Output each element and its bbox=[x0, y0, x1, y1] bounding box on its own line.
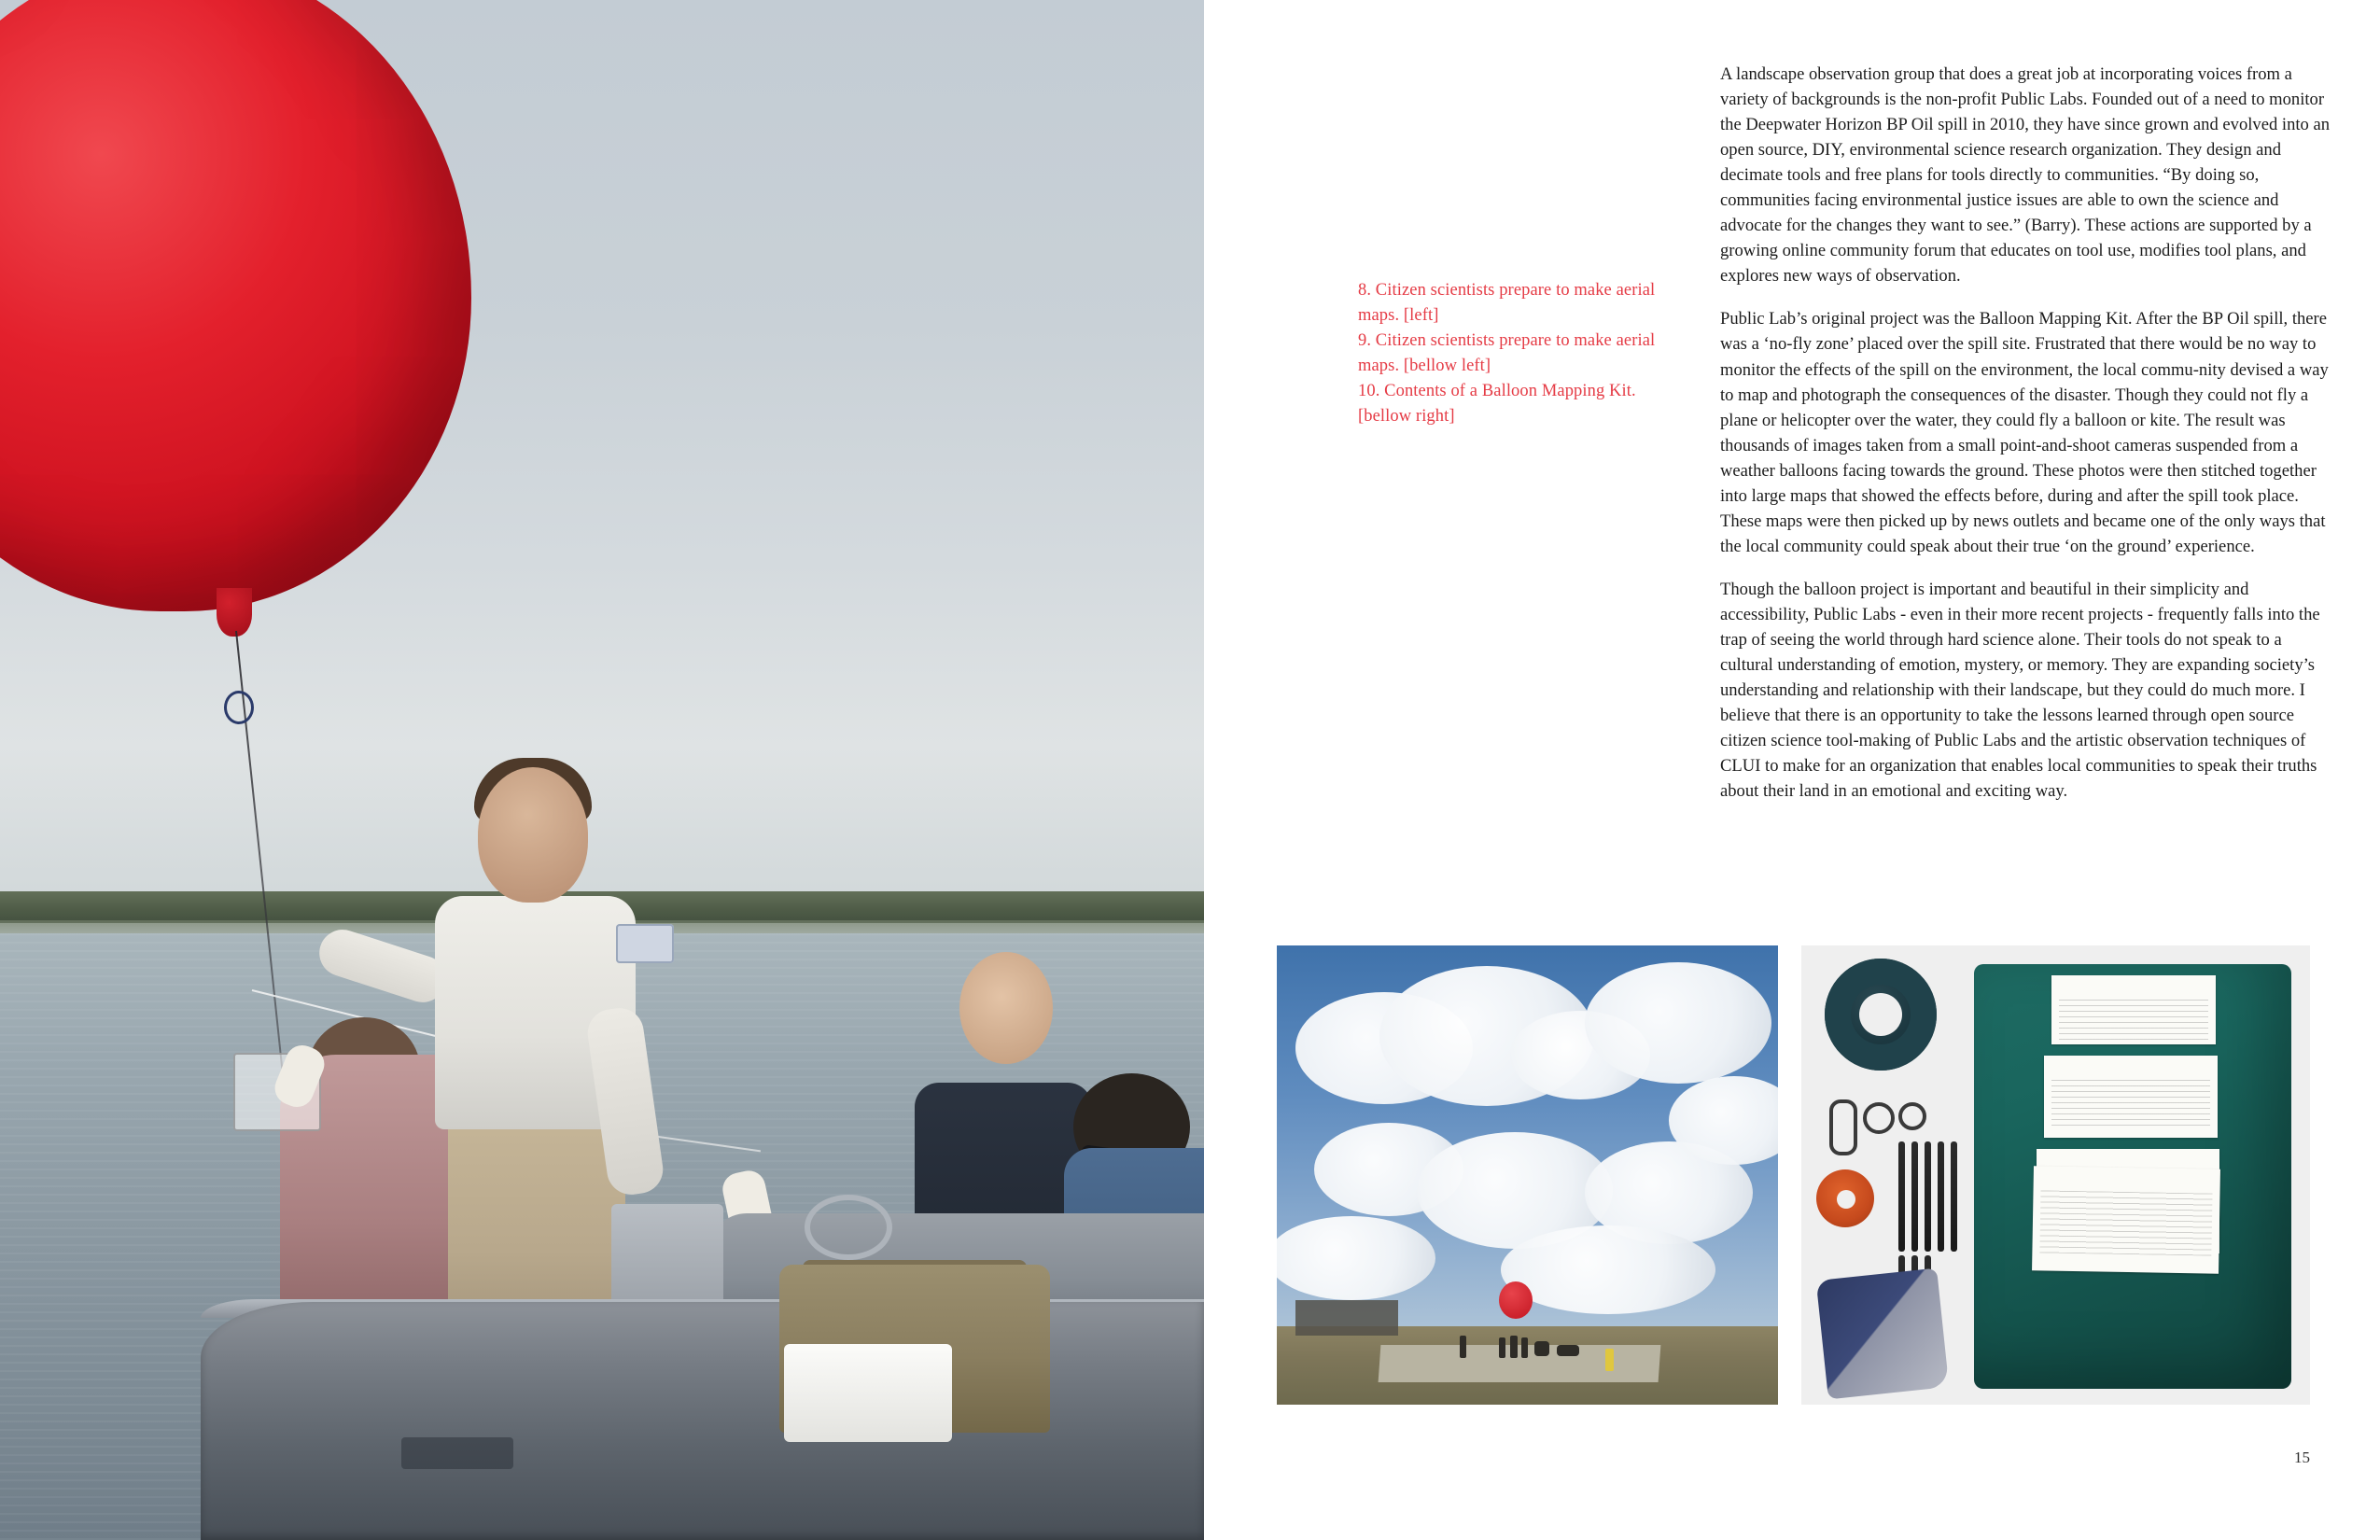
kit-work-gloves bbox=[1816, 1268, 1950, 1400]
body-paragraph-2: Public Lab’s original project was the Balloon Mapping Kit. After the BP Oil spill, there was a ‘no-fly zone’ placed over the spill site. Frustrated that there would be no way to monitor the effects of the spill on the environment, the local commu-nity devised a way to map and photograph the consequences of the disaster. Though they could not fly a plane or helicopter over the water, they could fly a balloon or kite. The result was thousands of images taken from a small point-and-shoot cameras suspended from a weather balloons facing towards the ground. These photos were then stitched together into large maps that showed the effects before, during and after the spill took place. These maps were then picked up by news outlets and became one of the only ways that the local community could speak about their true ‘on the ground’ experience. bbox=[1720, 309, 2329, 556]
body-text-column bbox=[1720, 62, 2331, 804]
kit-sheet-text-lines bbox=[2051, 1080, 2210, 1129]
boat-steering-wheel bbox=[805, 1195, 892, 1260]
kit-zip-tie bbox=[1898, 1141, 1905, 1252]
kit-string-reel-hole bbox=[1859, 993, 1902, 1036]
field-photo-equipment bbox=[1557, 1345, 1579, 1356]
balloon-neck bbox=[217, 588, 252, 637]
body-paragraph-1: A landscape observation group that does a great job at incorporating voices from a variety of backgrounds is the non-profit Public Labs. Founded out of a need to monitor the Deepwater Horizon BP Oil spill in 2010, they have since grown and evolved into an open source, DIY, environmental science research organization. They design and decimate tools and free plans for tools directly to communities. “By doing so, communities facing environmental justice issues are able to own the science and advocate for the changes they want to see.” (Barry). These actions are supported by a growing online community forum that educates on tool use, modifies tool plans, and explores new ways of observation. bbox=[1720, 64, 2331, 287]
standing-man-head bbox=[478, 767, 588, 903]
kit-zip-tie bbox=[1951, 1141, 1957, 1252]
kit-ring-small bbox=[1898, 1102, 1926, 1130]
caption-10: 10. Contents of a Balloon Mapping Kit. [bellow right] bbox=[1358, 382, 1636, 426]
field-photo-structure bbox=[1295, 1300, 1398, 1336]
field-photo-red-balloon bbox=[1499, 1281, 1533, 1319]
cloud bbox=[1501, 1225, 1715, 1314]
kit-rubber-band-coil-hole bbox=[1837, 1190, 1855, 1209]
aluminum-boat-hull bbox=[201, 1302, 1204, 1540]
balloon-mapping-kit-contents-photo bbox=[1801, 945, 2310, 1405]
kit-zip-tie bbox=[1938, 1141, 1944, 1252]
kit-zip-tie bbox=[1925, 1141, 1931, 1252]
field-photo-hydrant bbox=[1605, 1349, 1614, 1371]
kit-carabiner bbox=[1829, 1099, 1857, 1155]
white-equipment-case bbox=[784, 1344, 952, 1442]
shirt-logo-patch bbox=[616, 924, 674, 963]
kit-instruction-sheet bbox=[2044, 1056, 2218, 1138]
page-number: 15 bbox=[2294, 1449, 2310, 1466]
field-photo-person bbox=[1460, 1336, 1466, 1358]
field-photo-concrete-pad bbox=[1379, 1345, 1661, 1382]
balloon-carabiner-clip bbox=[224, 691, 254, 724]
field-photo-person bbox=[1521, 1337, 1528, 1358]
kit-sheet-text-lines bbox=[2059, 1000, 2208, 1041]
figure-captions bbox=[1358, 278, 1680, 429]
kit-sheet-text-lines bbox=[2039, 1190, 2212, 1255]
kit-instruction-sheet bbox=[2051, 975, 2216, 1044]
kit-zip-tie bbox=[1911, 1141, 1918, 1252]
caption-8: 8. Citizen scientists prepare to make aerial maps. [left] bbox=[1358, 281, 1656, 325]
seated-woman-head bbox=[959, 952, 1053, 1064]
field-photo-person bbox=[1510, 1336, 1518, 1358]
right-page bbox=[1204, 0, 2380, 1540]
cloud bbox=[1585, 962, 1771, 1084]
kit-ring-large bbox=[1863, 1102, 1895, 1134]
body-paragraph-3: Though the balloon project is important and beautiful in their simplicity and accessibility, Public Labs - even in their more recent projects - frequently falls into the trap of seeing the world through hard science alone. Their tools do not speak to a cultural understanding of emotion, mystery, or memory. They are expanding society’s understanding and relationship with their landscape, but they could do much more. I believe that there is an opportunity to take the lessons learned through open source citizen science tool-making of Public Labs and the artistic observation techniques of CLUI to make for an organization that enables local communities to speak their truths about their land in an emotional and exciting way. bbox=[1720, 579, 2320, 802]
balloon-launch-field-photo bbox=[1277, 945, 1778, 1405]
kit-instruction-sheet bbox=[2032, 1166, 2220, 1273]
field-photo-person bbox=[1499, 1337, 1505, 1358]
caption-9: 9. Citizen scientists prepare to make aerial maps. [bellow left] bbox=[1358, 331, 1656, 375]
field-photo-person-crouching bbox=[1534, 1341, 1549, 1356]
hull-registration-marking bbox=[401, 1437, 513, 1469]
